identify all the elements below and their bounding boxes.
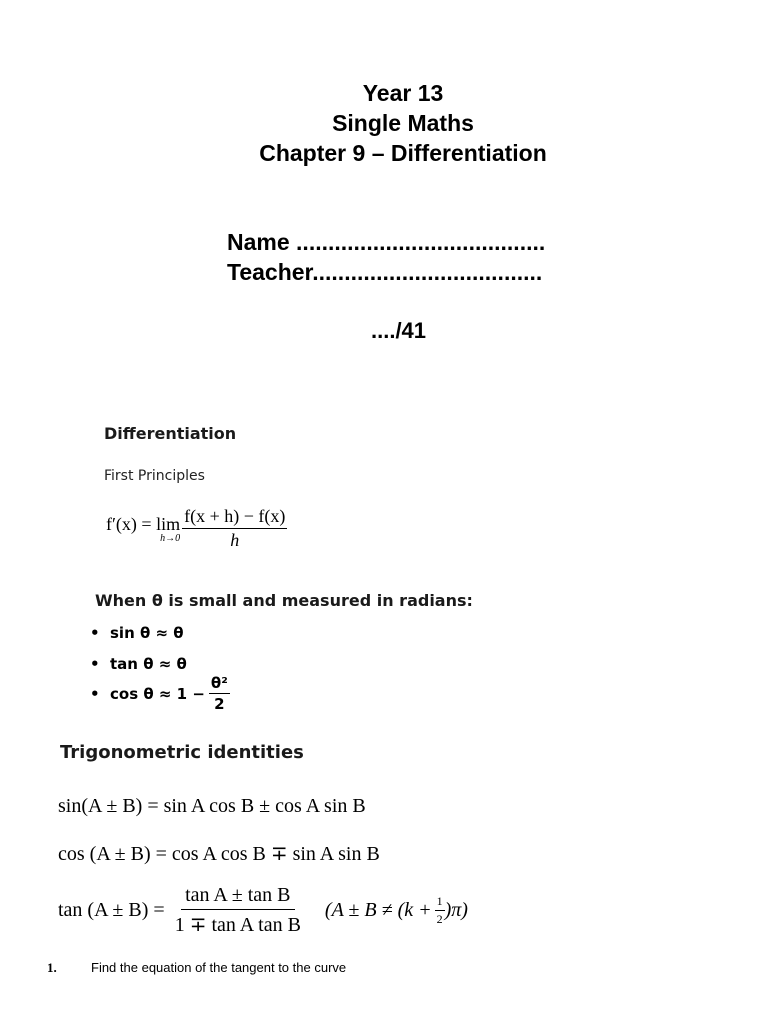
first-principles-subheading: First Principles — [104, 468, 205, 484]
tan-identity-lhs: tan (A ± B) = — [58, 899, 165, 921]
tan-approximation: tan θ ≈ θ — [110, 655, 187, 673]
sin-approximation: sin θ ≈ θ — [110, 624, 184, 642]
tan-identity-numerator: tan A ± tan B — [181, 884, 294, 910]
bullet-point: • — [90, 655, 100, 673]
difference-quotient — [182, 506, 287, 551]
first-principles-formula — [106, 506, 287, 551]
tan-compound-identity — [58, 884, 468, 937]
cos-approximation: cos θ ≈ 1 − — [110, 684, 205, 703]
limit-subscript: h→0 — [160, 532, 181, 544]
difference-quotient-numerator: f(x + h) − f(x) — [182, 506, 287, 529]
bullet-point: • — [90, 684, 100, 703]
teacher-field: Teacher.................................... — [227, 259, 543, 285]
score-field: ..../41 — [371, 318, 427, 343]
bullet-point: • — [90, 624, 100, 642]
name-field: Name ....................................... — [227, 229, 546, 255]
question-text: Find the equation of the tangent to the curve — [91, 960, 347, 975]
cos-compound-identity: cos (A ± B) = cos A cos B ∓ sin A sin B — [58, 843, 380, 865]
difference-quotient-denominator: h — [230, 530, 240, 550]
trig-identities-heading: Trigonometric identities — [60, 742, 304, 763]
differentiation-heading: Differentiation — [104, 424, 237, 443]
tan-condition-end: )π) — [444, 899, 468, 921]
small-angle-heading: When θ is small and measured in radians: — [95, 591, 473, 610]
half-numerator: 1 — [435, 894, 445, 911]
small-angle-item — [90, 624, 184, 642]
document-year: Year 13 — [362, 80, 444, 106]
sin-compound-identity: sin(A ± B) = sin A cos B ± cos A sin B — [58, 795, 366, 817]
two-denominator: 2 — [214, 695, 225, 713]
document-subject: Single Maths — [332, 110, 474, 136]
small-angle-item — [90, 655, 187, 673]
formula-lhs: f′(x) = lim — [106, 513, 181, 534]
tan-identity-denominator: 1 ∓ tan A tan B — [174, 914, 301, 936]
tan-identity-fraction — [175, 884, 301, 937]
tan-condition-start: (A ± B ≠ (k + — [324, 899, 432, 921]
half-denominator: 2 — [436, 912, 443, 926]
question-number: 1. — [47, 960, 57, 975]
small-angle-item — [90, 674, 230, 713]
theta-squared: θ² — [210, 674, 228, 692]
theta-squared-over-two — [209, 674, 230, 713]
one-half-fraction — [435, 894, 445, 927]
document-chapter-title: Chapter 9 – Differentiation — [259, 140, 547, 166]
